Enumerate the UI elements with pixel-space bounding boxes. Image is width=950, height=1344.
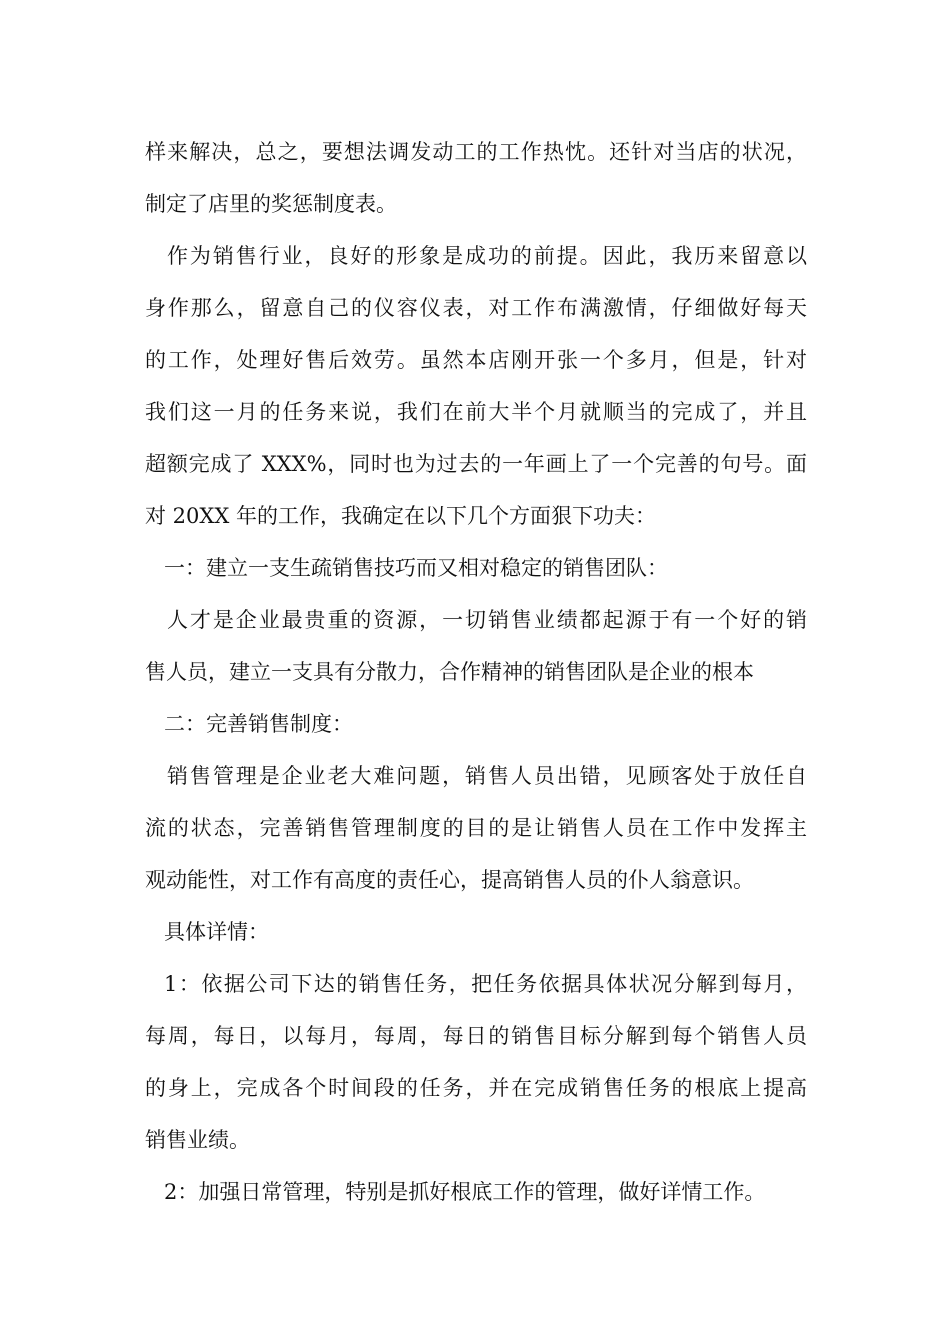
text-line: 观动能性，对工作有高度的责任心，提高销售人员的仆人翁意识。 <box>145 868 754 892</box>
section-heading-1: 一：建立一支生疏销售技巧而又相对稳定的销售团队： <box>164 556 668 580</box>
text-line: 的工作，处理好售后效劳。虽然本店刚开张一个多月，但是，针对 <box>145 348 807 372</box>
text-line: 超额完成了 XXX%，同时也为过去的一年画上了一个完善的句号。面 <box>145 452 807 476</box>
paragraph-first-line: 人才是企业最贵重的资源，一切销售业绩都起源于有一个好的销 <box>167 608 807 632</box>
paragraph-first-line: 销售管理是企业老大难问题，销售人员出错，见顾客处于放任自 <box>167 764 807 788</box>
list-item-2: 2：加强日常管理，特别是抓好根底工作的管理，做好详情工作。 <box>164 1180 766 1204</box>
text-line: 售人员，建立一支具有分散力，合作精神的销售团队是企业的根本 <box>145 660 754 684</box>
text-line: 样来解决，总之，要想法调发动工的工作热忱。还针对当店的状况， <box>145 140 807 164</box>
text-line: 每周，每日，以每月，每周，每日的销售目标分解到每个销售人员 <box>145 1024 807 1048</box>
text-line: 对 20XX 年的工作，我确定在以下几个方面狠下功夫： <box>145 504 656 528</box>
subheading-details: 具体详情： <box>164 920 269 944</box>
text-line: 制定了店里的奖惩制度表。 <box>145 192 397 216</box>
list-item-1: 1：依据公司下达的销售任务，把任务依据具体状况分解到每月， <box>164 972 807 996</box>
text-line: 流的状态，完善销售管理制度的目的是让销售人员在工作中发挥主 <box>145 816 807 840</box>
text-line: 的身上，完成各个时间段的任务，并在完成销售任务的根底上提高 <box>145 1076 807 1100</box>
text-line: 销售业绩。 <box>145 1128 250 1152</box>
text-line: 我们这一月的任务来说，我们在前大半个月就顺当的完成了，并且 <box>145 400 807 424</box>
paragraph-first-line: 作为销售行业，良好的形象是成功的前提。因此，我历来留意以 <box>167 244 807 268</box>
text-line: 身作那么，留意自己的仪容仪表，对工作布满激情，仔细做好每天 <box>145 296 807 320</box>
section-heading-2: 二：完善销售制度： <box>164 712 353 736</box>
